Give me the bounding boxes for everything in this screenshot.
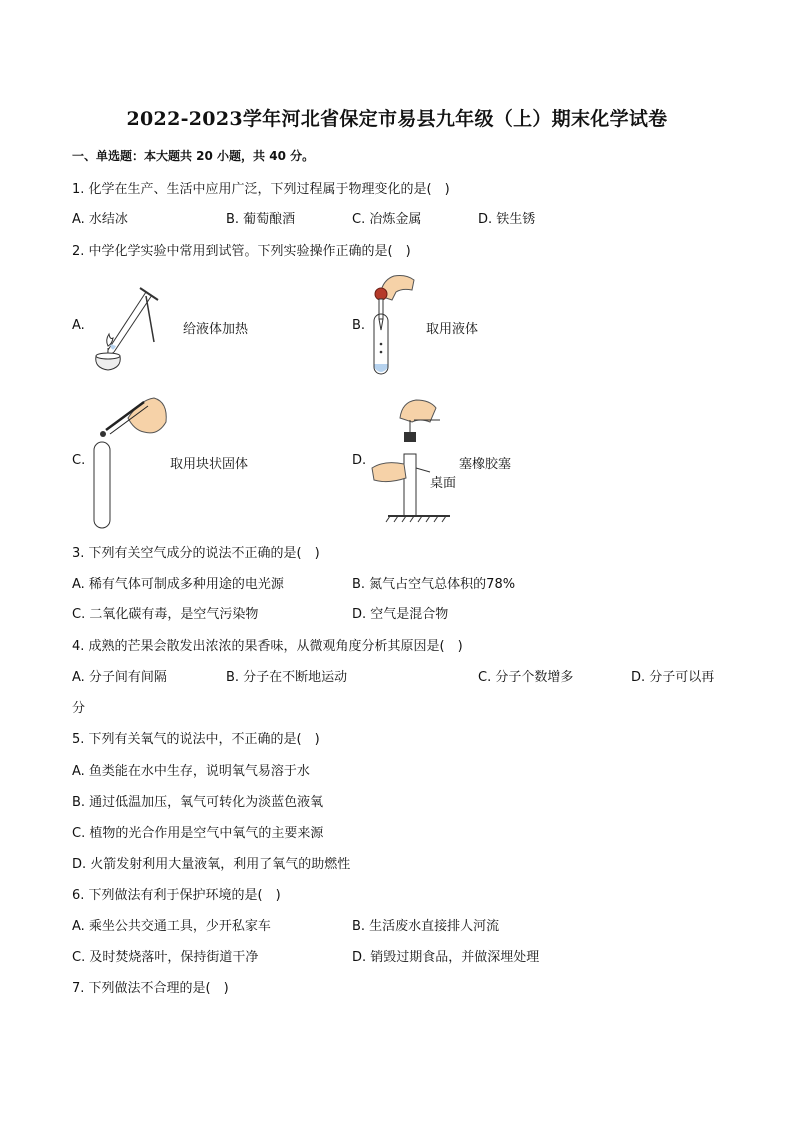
q5-option-a[interactable]: A. 鱼类能在水中生存，说明氧气易溶于水 [72, 764, 310, 779]
q2-option-c[interactable]: C. [72, 453, 86, 468]
q1-option-a[interactable]: A. 水结冰 [72, 212, 128, 227]
taking-solid-illustration [88, 392, 170, 532]
q4-option-d-continued: 分 [72, 701, 86, 716]
page-title: 2022-2023学年河北省保定市易县九年级（上）期末化学试卷 [126, 108, 668, 130]
q1-option-d[interactable]: D. 铁生锈 [478, 212, 536, 227]
q4-option-c[interactable]: C. 分子个数增多 [478, 670, 574, 685]
q5-option-d[interactable]: D. 火箭发射利用大量液氧，利用了氧气的助燃性 [72, 857, 351, 872]
q4-option-d[interactable]: D. 分子可以再 [631, 670, 715, 685]
q3-option-c[interactable]: C. 二氧化碳有毒，是空气污染物 [72, 607, 259, 622]
question-1-stem: 1. 化学在生产、生活中应用广泛，下列过程属于物理变化的是( ) [72, 182, 450, 197]
q2-caption-c: 取用块状固体 [170, 457, 249, 472]
q3-option-d[interactable]: D. 空气是混合物 [352, 607, 449, 622]
q6-option-c[interactable]: C. 及时焚烧落叶，保持街道干净 [72, 950, 259, 965]
q2-option-a[interactable]: A. [72, 318, 85, 333]
question-6-stem: 6. 下列做法有利于保护环境的是( ) [72, 888, 281, 903]
heating-liquid-illustration [88, 282, 168, 374]
q6-option-a[interactable]: A. 乘坐公共交通工具，少开私家车 [72, 919, 271, 934]
q4-option-b[interactable]: B. 分子在不断地运动 [226, 670, 348, 685]
q6-option-b[interactable]: B. 生活废水直接排人河流 [352, 919, 500, 934]
q5-option-c[interactable]: C. 植物的光合作用是空气中氧气的主要来源 [72, 826, 324, 841]
q1-option-b[interactable]: B. 葡萄酿酒 [226, 212, 296, 227]
question-4-stem: 4. 成熟的芒果会散发出浓浓的果香味，从微观角度分析其原因是( ) [72, 639, 463, 654]
q3-option-b[interactable]: B. 氮气占空气总体积的78% [352, 577, 516, 592]
q2-option-d[interactable]: D. [352, 453, 367, 468]
question-2-stem: 2. 中学化学实验中常用到试管。下列实验操作正确的是( ) [72, 244, 411, 259]
q4-option-a[interactable]: A. 分子间有间隔 [72, 670, 167, 685]
question-5-stem: 5. 下列有关氧气的说法中，不正确的是( ) [72, 732, 320, 747]
q2-caption-b: 取用液体 [426, 322, 479, 337]
q3-option-a[interactable]: A. 稀有气体可制成多种用途的电光源 [72, 577, 284, 592]
section-heading: 一、单选题：本大题共 20 小题，共 40 分。 [72, 149, 315, 163]
taking-liquid-illustration [362, 272, 418, 380]
question-7-stem: 7. 下列做法不合理的是( ) [72, 981, 229, 996]
q5-option-b[interactable]: B. 通过低温加压，氧气可转化为淡蓝色液氧 [72, 795, 324, 810]
q6-option-d[interactable]: D. 销毁过期食品，并做深埋处理 [352, 950, 540, 965]
q2-caption-d: 塞橡胶塞 [459, 457, 512, 472]
question-3-stem: 3. 下列有关空气成分的说法不正确的是( ) [72, 546, 320, 561]
q2-caption-a: 给液体加热 [183, 322, 249, 337]
q2-option-b[interactable]: B. [352, 318, 366, 333]
q2-desk-label: 桌面 [430, 476, 457, 491]
inserting-stopper-illustration [370, 392, 458, 522]
q1-option-c[interactable]: C. 冶炼金属 [352, 212, 422, 227]
